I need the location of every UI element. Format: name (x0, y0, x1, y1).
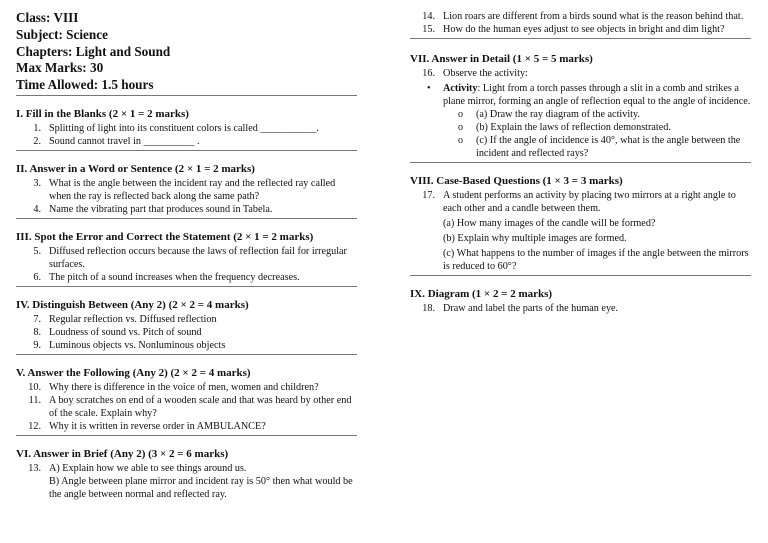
question-13-part-b: B) Angle between plane mirror and incident ray is 50° then what would be the angle between normal and reflected ray. (49, 475, 353, 500)
sub-question-text: (a) Draw the ray diagram of the activity. (476, 109, 640, 120)
question-8 (16, 326, 357, 339)
question-text: Luminous objects vs. Nonluminous objects (49, 339, 226, 351)
section-title: V. Answer the Following (Any 2) (2 × 2 = 4 marks) (16, 366, 251, 379)
chapters-line: Chapters: Light and Sound (16, 43, 171, 59)
question-number: 3. (33, 177, 41, 189)
question-text: Lion roars are different from a birds sound what is the reason behind that. (443, 11, 744, 22)
question-17 (410, 189, 751, 215)
section-title: I. Fill in the Blanks (2 × 1 = 2 marks) (16, 107, 189, 120)
case-sub-a: (a) How many images of the candle will be formed? (443, 218, 656, 229)
bullet-icon: • (427, 83, 431, 94)
question-text: The pitch of a sound increases when the frequency decreases. (49, 271, 300, 283)
max-marks-line: Max Marks: 30 (16, 60, 104, 76)
sub-question-a (410, 108, 751, 121)
question-number: 10. (28, 381, 41, 393)
header-divider (16, 95, 357, 96)
section-title: IX. Diagram (1 × 2 = 2 marks) (410, 288, 553, 300)
section-diagram (410, 288, 751, 317)
question-text: Loudness of sound vs. Pitch of sound (49, 326, 202, 338)
sub-question-c (410, 134, 751, 160)
section-spot-error (16, 231, 357, 287)
question-text: A) Explain how we able to see things around us. (49, 462, 247, 474)
sub-question-text: (c) If the angle of incidence is 40°, what is the angle between the incident and reflected rays? (476, 135, 741, 159)
question-4 (16, 203, 357, 216)
question-text: What is the angle between the incident ray and the reflected ray called when the ray is reflected back along the same path? (49, 177, 336, 202)
question-18 (410, 302, 751, 315)
sub-question-text: (b) Explain the laws of reflection demonstrated. (476, 122, 671, 133)
class-line: Class: VIII (16, 10, 79, 25)
question-16 (410, 67, 751, 80)
question-text: Sound cannot travel in __________ . (49, 135, 200, 147)
question-6 (16, 271, 357, 284)
section-fill-blanks (16, 108, 357, 151)
section-title: III. Spot the Error and Correct the Statement (2 × 1 = 2 marks) (16, 230, 314, 243)
circle-bullet-icon: o (458, 122, 463, 133)
section-case-based (410, 175, 751, 276)
question-1 (16, 122, 357, 135)
question-text: Why it is written in reverse order in AMBULANCE? (49, 420, 266, 432)
section-word-sentence (16, 163, 357, 219)
case-sub-b: (b) Explain why multiple images are formed. (443, 233, 627, 244)
subject-line: Subject: Science (16, 26, 108, 42)
question-2 (16, 135, 357, 148)
question-3 (16, 177, 357, 203)
section-title: VI. Answer in Brief (Any 2) (3 × 2 = 6 marks) (16, 447, 229, 460)
section-answer-following (16, 367, 357, 436)
question-number: 15. (422, 24, 435, 35)
question-7 (16, 313, 357, 326)
section-distinguish (16, 299, 357, 355)
section-title: II. Answer in a Word or Sentence (2 × 1 = 2 marks) (16, 162, 255, 175)
question-number: 6. (33, 271, 41, 283)
circle-bullet-icon: o (458, 109, 463, 120)
sub-question-b (410, 121, 751, 134)
question-15 (410, 23, 751, 36)
activity-text: : Light from a torch passes through a slit in a comb and strikes a plane mirror, forming an angle of reflection equal to the angle of incidence. (443, 83, 751, 107)
section-answer-brief-continued (410, 0, 751, 39)
question-text: Splitting of light into its constituent colors is called ___________. (49, 122, 319, 134)
exam-header (16, 0, 357, 96)
question-number: 7. (33, 313, 41, 325)
question-number: 5. (33, 245, 41, 257)
question-number: 13. (28, 462, 41, 474)
question-12 (16, 420, 357, 433)
question-number: 12. (28, 420, 41, 432)
question-number: 17. (422, 190, 435, 201)
section-title: IV. Distinguish Between (Any 2) (2 × 2 = 4 marks) (16, 298, 249, 311)
question-number: 4. (33, 203, 41, 215)
case-sub-c: (c) What happens to the number of images if the angle between the mirrors is reduced to 60°? (443, 248, 749, 272)
question-text: A boy scratches on end of a wooden scale and that was heard by other end of the scale. Explain why? (49, 394, 352, 419)
section-title: VII. Answer in Detail (1 × 5 = 5 marks) (410, 53, 593, 65)
question-number: 8. (33, 326, 41, 338)
left-column (16, 0, 357, 503)
question-number: 11. (28, 394, 41, 406)
section-answer-detail (410, 53, 751, 163)
question-14 (410, 10, 751, 23)
section-title: VIII. Case-Based Questions (1 × 3 = 3 marks) (410, 175, 623, 187)
question-text: A student performs an activity by placing two mirrors at a right angle to each other and a candle between them. (443, 190, 736, 214)
question-number: 16. (422, 68, 435, 79)
question-text: Why there is difference in the voice of men, women and children? (49, 381, 319, 393)
activity-bullet (410, 82, 751, 108)
question-text: How do the human eyes adjust to see objects in bright and dim light? (443, 24, 725, 35)
right-column (410, 0, 751, 317)
question-number: 1. (33, 122, 41, 134)
question-5 (16, 245, 357, 271)
question-10 (16, 381, 357, 394)
circle-bullet-icon: o (458, 135, 463, 146)
section-answer-brief (16, 448, 357, 503)
time-allowed-line: Time Allowed: 1.5 hours (16, 77, 154, 93)
question-number: 14. (422, 11, 435, 22)
question-13 (16, 462, 357, 475)
question-11 (16, 394, 357, 420)
question-text: Observe the activity: (443, 68, 528, 79)
question-number: 2. (33, 135, 41, 147)
question-text: Name the vibrating part that produces sound in Tabela. (49, 203, 273, 215)
activity-label: Activity (443, 83, 478, 94)
question-9 (16, 339, 357, 352)
question-text: Regular reflection vs. Diffused reflection (49, 313, 217, 325)
question-number: 9. (33, 339, 41, 351)
question-text: Diffused reflection occurs because the laws of reflection fail for irregular surfaces. (49, 245, 347, 270)
question-number: 18. (422, 303, 435, 314)
question-text: Draw and label the parts of the human eye. (443, 303, 619, 314)
